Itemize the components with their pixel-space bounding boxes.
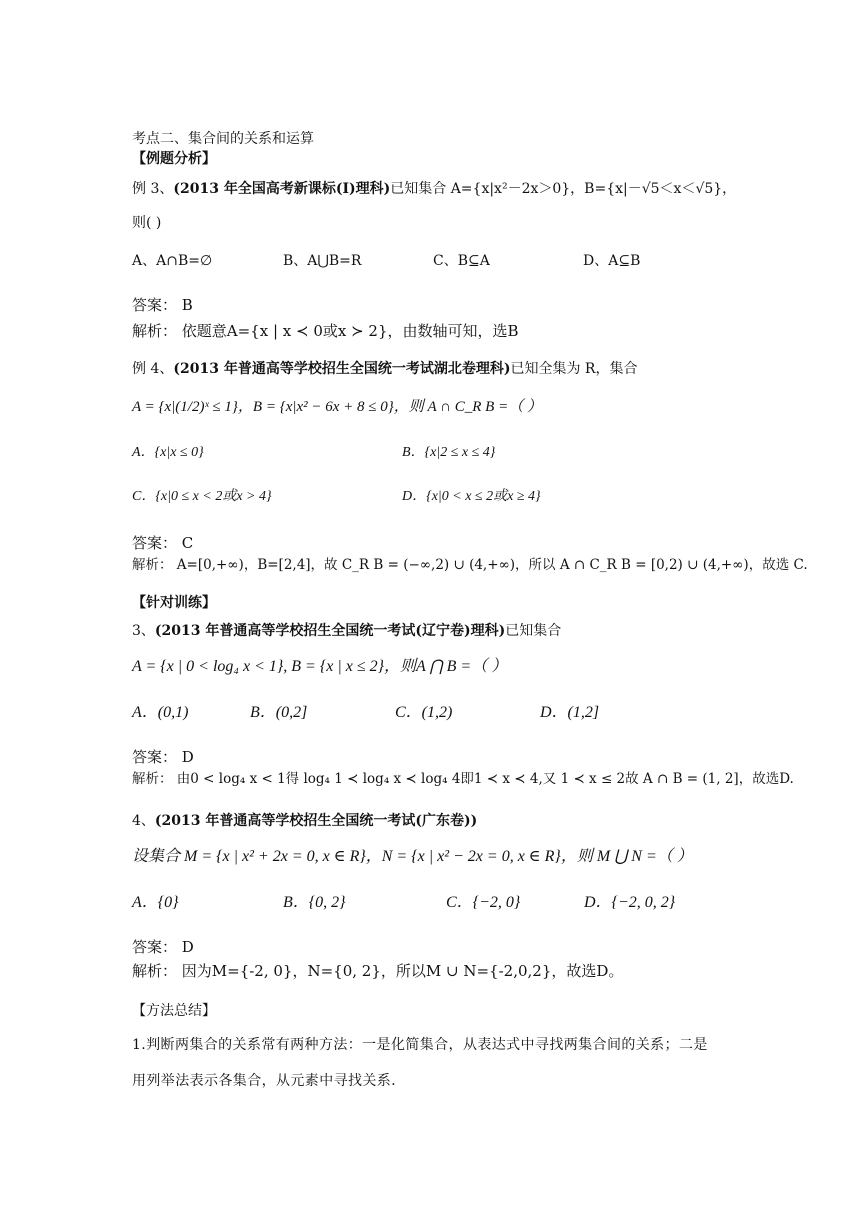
example-4-option-d: D．{x|0 < x ≤ 2或x ≥ 4} <box>402 489 541 504</box>
example-4-text: 已知全集为 R，集合 <box>510 361 638 377</box>
example-3-solution: 解析： 依题意A={x | x ≺ 0或x ≻ 2}，由数轴可知，选B <box>132 322 519 340</box>
question-4 <box>132 812 477 830</box>
question-4-answer: 答案： D <box>132 938 194 956</box>
question-4-source: (2013 年普通高等学校招生全国统一考试(广东卷)) <box>154 813 478 829</box>
question-3-answer: 答案： D <box>132 748 194 766</box>
training-header: 【针对训练】 <box>132 595 216 611</box>
example-4-answer: 答案： C <box>132 534 194 552</box>
question-4-formula: 设集合 M = {x | x² + 2x = 0, x ∈ R}，N = {x | x² − 2x = 0, x ∈ R}，则 M ⋃ N =（ ） <box>132 848 693 865</box>
example-3-option-c: C、B⊆A <box>433 253 490 269</box>
question-4-option-b: B．{0, 2} <box>283 894 346 911</box>
example-3-answer: 答案： B <box>132 296 193 314</box>
example-3-option-a: A、A∩B=∅ <box>132 253 213 269</box>
example-4-question <box>132 360 637 378</box>
question-3-formula: A = {x | 0 < log₄ x < 1}, B = {x | x ≤ 2}，则A ⋂ B =（ ） <box>132 658 508 675</box>
question-4-option-c: C．{−2, 0} <box>446 894 521 911</box>
question-3-option-b: B．(0,2] <box>250 704 308 721</box>
question-4-option-a: A．{0} <box>132 894 179 911</box>
question-3-option-d: D．(1,2] <box>540 704 600 721</box>
example-3-question <box>132 180 736 198</box>
example-3-label: 例 3、 <box>132 181 174 197</box>
question-3-option-a: A．(0,1) <box>132 704 189 721</box>
example-3-option-d: D、A⊆B <box>583 253 641 269</box>
method-header: 【方法总结】 <box>132 1003 216 1019</box>
question-4-label: 4、 <box>132 813 155 829</box>
example-4-label: 例 4、 <box>132 361 174 377</box>
section-title: 考点二、集合间的关系和运算 <box>132 131 314 147</box>
example-3-question-cont: 则( ) <box>132 215 162 231</box>
question-4-solution: 解析： 因为M={-2, 0}，N={0, 2}，所以M ∪ N={-2,0,2}，故选D。 <box>132 962 624 980</box>
example-3-source: (2013 年全国高考新课标(I)理科) <box>173 181 391 197</box>
method-line-2: 用列举法表示各集合，从元素中寻找关系． <box>132 1073 406 1089</box>
example-header: 【例题分析】 <box>132 151 216 167</box>
example-4-option-a: A．{x|x ≤ 0} <box>132 445 204 460</box>
question-3-solution: 解析： 由0 < log₄ x < 1得 log₄ 1 ≺ log₄ x ≺ log₄ 4即1 ≺ x ≺ 4,又 1 ≺ x ≤ 2故 A ∩ B = (1, 2]，故选D. <box>132 771 794 787</box>
method-line-1: 1.判断两集合的关系常有两种方法：一是化简集合，从表达式中寻找两集合间的关系；二是 <box>132 1037 708 1053</box>
example-3-text: 已知集合 A={x|x²－2x＞0}，B={x|－√5＜x＜√5}， <box>390 181 737 197</box>
question-3-source: (2013 年普通高等学校招生全国统一考试(辽宁卷)理科) <box>154 623 506 639</box>
example-4-option-c: C．{x|0 ≤ x < 2或x > 4} <box>132 489 272 504</box>
question-4-option-d: D．{−2, 0, 2} <box>584 894 676 911</box>
example-4-solution: 解析： A=[0,+∞)，B=[2,4]，故 C_R B = (−∞,2) ∪ (4,+∞)，所以 A ∩ C_R B = [0,2) ∪ (4,+∞)，故选 C. <box>132 557 808 573</box>
question-3 <box>132 622 561 640</box>
example-4-formula: A = {x|(1/2)ˣ ≤ 1}，B = {x|x² − 6x + 8 ≤ 0}，则 A ∩ C_R B =（ ） <box>132 399 542 415</box>
example-4-option-b: B．{x|2 ≤ x ≤ 4} <box>402 445 496 460</box>
question-3-text: 已知集合 <box>505 623 562 639</box>
example-4-source: (2013 年普通高等学校招生全国统一考试湖北卷理科) <box>173 361 511 377</box>
question-3-label: 3、 <box>132 623 155 639</box>
example-3-option-b: B、A⋃B=R <box>283 253 362 269</box>
question-3-option-c: C．(1,2) <box>395 704 453 721</box>
